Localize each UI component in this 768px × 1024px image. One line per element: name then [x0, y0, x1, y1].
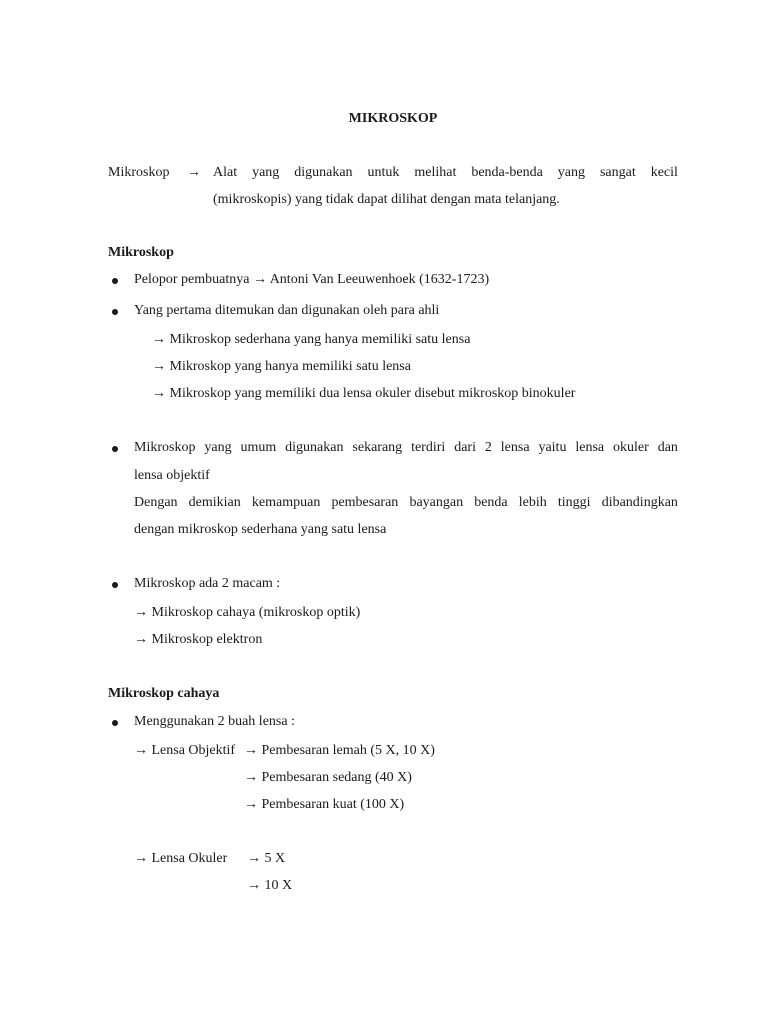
- okuler-item: → 5 X: [247, 851, 286, 866]
- sub-list-item: → Mikroskop yang memiliki dua lensa okuler disebut mikroskop binokuler: [152, 386, 576, 401]
- list-item: Mikroskop ada 2 macam :: [134, 576, 281, 591]
- lensa-okuler-label: → Lensa Okuler: [134, 851, 228, 866]
- sub-list-item: → Mikroskop cahaya (mikroskop optik): [134, 605, 361, 620]
- list-item: Pelopor pembuatnya → Antoni Van Leeuwenhoek (1632-1723): [134, 272, 490, 287]
- definition-arrow: →: [187, 165, 201, 180]
- bullet-icon: [112, 309, 118, 315]
- section-heading-mikroskop: Mikroskop: [108, 245, 174, 260]
- list-item: Mikroskop yang umum digunakan sekarang terdiri dari 2 lensa yaitu lensa okuler dan: [134, 440, 678, 455]
- sub-list-item: → Mikroskop yang hanya memiliki satu lensa: [152, 359, 411, 374]
- sub-list-item: → Mikroskop sederhana yang hanya memiliki satu lensa: [152, 332, 471, 347]
- bullet-icon: [112, 582, 118, 588]
- page-title: MIKROSKOP: [348, 111, 438, 126]
- definition-line-1: Alat yang digunakan untuk melihat benda-benda yang sangat kecil: [213, 165, 678, 180]
- list-item-continuation: lensa objektif: [134, 468, 210, 483]
- list-item-continuation: Dengan demikian kemampuan pembesaran bayangan benda lebih tinggi dibandingkan: [134, 495, 678, 510]
- section-heading-mikroskop-cahaya: Mikroskop cahaya: [108, 686, 220, 701]
- definition-line-2: (mikroskopis) yang tidak dapat dilihat dengan mata telanjang.: [213, 192, 560, 207]
- objektif-item: → Pembesaran lemah (5 X, 10 X): [244, 743, 435, 758]
- bullet-icon: [112, 278, 118, 284]
- definition-term: Mikroskop: [108, 165, 170, 180]
- bullet-icon: [112, 720, 118, 726]
- list-item: Yang pertama ditemukan dan digunakan oleh para ahli: [134, 303, 440, 318]
- bullet-icon: [112, 446, 118, 452]
- objektif-item: → Pembesaran sedang (40 X): [244, 770, 412, 785]
- sub-list-item: → Mikroskop elektron: [134, 632, 263, 647]
- list-item-continuation: dengan mikroskop sederhana yang satu lensa: [134, 522, 387, 537]
- okuler-item: → 10 X: [247, 878, 293, 893]
- list-item: Menggunakan 2 buah lensa :: [134, 714, 295, 729]
- lensa-objektif-label: → Lensa Objektif: [134, 743, 236, 758]
- objektif-item: → Pembesaran kuat (100 X): [244, 797, 405, 812]
